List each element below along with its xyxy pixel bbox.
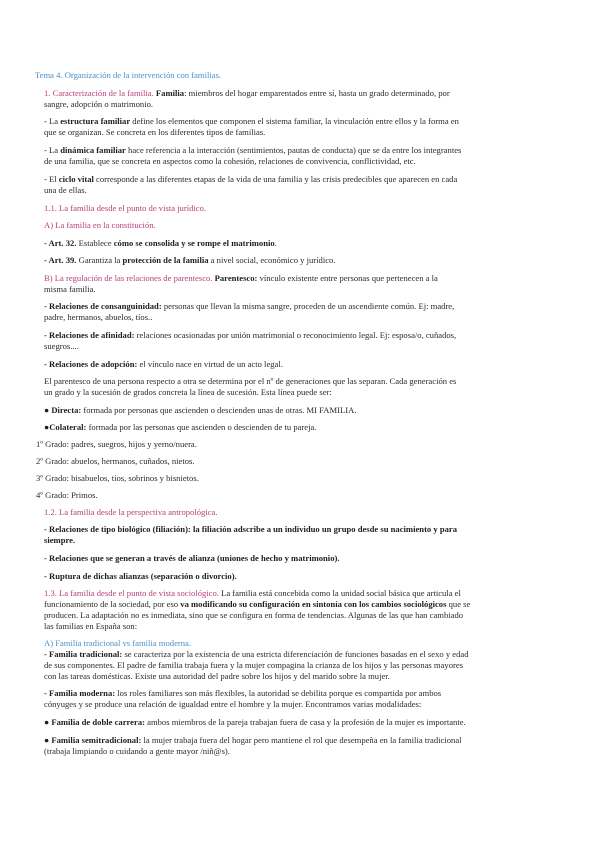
moderna-line-2: cónyuges y se produce una relación de igualdad entre el hombre y la mujer. Encontramos varias modalidades:	[44, 699, 422, 709]
art32-text: Establece	[76, 238, 114, 248]
art39-text: Garantiza la	[76, 255, 123, 265]
estructura-label: estructura familiar	[60, 116, 131, 126]
ciclo-label: ciclo vital	[58, 174, 94, 184]
semitradicional-line-2: (trabaja limpiando o cuidando a gente mayor /niñ@s).	[44, 746, 230, 756]
biologico-line-1	[44, 524, 457, 535]
art32-bold: cómo se consolida y se rompe el matrimonio	[113, 238, 275, 248]
sociologico-line-3: producen. La adaptación no es inmediata, sino que se configura en forma de tendencias. Algunas de las que han cambiado	[44, 610, 464, 620]
parentesco-line-1	[44, 273, 438, 284]
ciclo-text: corresponde a las diferentes etapas de la vida de una familia y las crisis predecibles que aparecen en cada	[93, 174, 458, 184]
art39-line	[44, 255, 336, 266]
estructura-line-1	[44, 116, 459, 127]
art39-label: - Art. 39.	[44, 255, 77, 265]
ruptura-text: - Ruptura de dichas alianzas (separación o divorcio).	[44, 571, 237, 581]
tradicional-label: - Familia tradicional:	[44, 649, 123, 659]
sociologico-line-2	[44, 599, 470, 610]
afinidad-text: relaciones ocasionadas por unión matrimonial o reconocimiento legal. Ej: esposa/o, cuñados,	[134, 330, 457, 340]
sociologico-line-4: las familias en España son:	[44, 621, 138, 631]
consanguinidad-text: personas que llevan la misma sangre, proceden de un ascendiente común. Ej: madre,	[161, 301, 455, 311]
semitradicional-label: ● Familia semitradicional:	[44, 735, 142, 745]
directa-label: ● Directa:	[44, 405, 82, 415]
semitradicional-line-1	[44, 735, 462, 746]
doble-carrera-text: ambos miembros de la pareja trabajan fuera de casa y la profesión de la mujer es importante.	[144, 717, 466, 727]
directa-text: formada por personas que ascienden o descienden unas de otras. MI FAMILIA.	[81, 405, 357, 415]
afinidad-line-2: suegros....	[44, 341, 79, 351]
dinamica-prefix: - La	[44, 145, 61, 155]
grado-1: 1º Grado: padres, suegros, hijos y yerno/nuera.	[36, 439, 197, 449]
ruptura-line	[44, 571, 237, 582]
subheading-tradicional-moderna: A) Familia tradicional vs familia moderna.	[44, 638, 192, 648]
grado-2: 2º Grado: abuelos, hermanos, cuñados, nietos.	[36, 456, 195, 466]
art32-line	[44, 238, 277, 249]
grado-line-2: un grado y la sucesión de grados concreta la línea de sucesión. Esta línea puede ser:	[44, 387, 332, 397]
dinamica-line-2: de una familia, que se concreta en aspectos como la cohesión, relaciones de convivencia, conflictividad, etc.	[44, 156, 416, 166]
sociologico-text-end: que se	[446, 599, 471, 609]
familia-label: Familia	[155, 88, 185, 98]
estructura-text: define los elementos que componen el sistema familiar, la vinculación entre ellos y la forma en	[130, 116, 459, 126]
art39-bold: protección de la familia	[122, 255, 209, 265]
grado-3: 3º Grado: bisabuelos, tíos, sobrinos y bisnietos.	[36, 473, 199, 483]
doble-carrera-label: ● Familia de doble carrera:	[44, 717, 145, 727]
section-1-2-heading: 1.2. La familia desde la perspectiva antropológica.	[44, 507, 218, 517]
semitradicional-text: la mujer trabaja fuera del hogar pero mantiene el rol que desempeña en la familia tradicional	[141, 735, 462, 745]
sociologico-line-1	[44, 588, 461, 599]
art32-end: .	[274, 238, 277, 248]
art32-label: - Art. 32.	[44, 238, 77, 248]
afinidad-label: - Relaciones de afinidad:	[44, 330, 135, 340]
afinidad-line-1	[44, 330, 456, 341]
subheading-parentesco: B) La regulación de las relaciones de parentesco.	[44, 273, 213, 283]
ciclo-line-1	[44, 174, 457, 185]
colateral-line	[44, 422, 316, 433]
alianza-line	[44, 553, 340, 564]
alianza-text: - Relaciones que se generan a través de alianza (uniones de hecho y matrimonio).	[44, 553, 340, 563]
section-1-1-heading: 1.1. La familia desde el punto de vista jurídico.	[44, 203, 207, 213]
dinamica-text: hace referencia a la interacción (sentimientos, pautas de conducta) que se da entre los integrantes	[125, 145, 462, 155]
biologico-label: - Relaciones de tipo biológico (filiación):	[44, 524, 191, 534]
tradicional-line-1	[44, 649, 469, 660]
estructura-line-2: que se organizan. Se concreta en los diferentes tipos de familias.	[44, 127, 266, 137]
biologico-text: la filiación adscribe a un individuo un grupo desde su nacimiento y para	[190, 524, 458, 534]
grado-line-1: El parentesco de una persona respecto a otra se determina por el nº de generaciones que las separan. Cada generación es	[44, 376, 457, 386]
dinamica-label: dinámica familiar	[60, 145, 126, 155]
art39-end: a nivel social, económico y jurídico.	[208, 255, 336, 265]
tradicional-line-2: de sus componentes. El padre de familia trabaja fuera y la mujer compagina la crianza de los hijos y las personas mayores	[44, 660, 464, 670]
tradicional-text: se caracteriza por la existencia de una estricta diferenciación de funciones basadas en el sexo y edad	[122, 649, 469, 659]
colateral-text: formada por las personas que ascienden o descienden de tu pareja.	[86, 422, 317, 432]
parentesco-text: vínculo existente entre personas que pertenecen a la	[257, 273, 438, 283]
colateral-label: ●Colateral:	[44, 422, 87, 432]
estructura-prefix: - La	[44, 116, 61, 126]
adopcion-line	[44, 359, 283, 370]
biologico-text-2: siempre.	[44, 535, 76, 545]
moderna-line-1	[44, 688, 441, 699]
adopcion-label: - Relaciones de adopción:	[44, 359, 138, 369]
directa-line	[44, 405, 357, 416]
adopcion-text: el vínculo nace en virtud de un acto legal.	[137, 359, 283, 369]
section-1-heading: 1. Caracterización de la familia.	[44, 88, 154, 98]
parentesco-label: Parentesco:	[212, 273, 258, 283]
ciclo-prefix: - El	[44, 174, 59, 184]
parentesco-line-2: misma familia.	[44, 284, 96, 294]
moderna-label: - Familia moderna:	[44, 688, 116, 698]
biologico-line-2	[44, 535, 75, 546]
moderna-text: los roles familiares son más flexibles, la autoridad se debilita porque es compartida por ambos	[115, 688, 442, 698]
tradicional-line-3: con las tareas domésticas. Existe una autoridad del padre sobre los hijos y del marido sobre la mujer.	[44, 671, 390, 681]
doc-title: Tema 4. Organización de la intervención con familias.	[35, 70, 222, 80]
sociologico-bold: va modificando su configuración en sintonía con los cambios sociológicos	[180, 599, 447, 609]
consanguinidad-label: - Relaciones de consanguinidad:	[44, 301, 162, 311]
ciclo-line-2: una de ellas.	[44, 185, 87, 195]
doble-carrera-line	[44, 717, 466, 728]
consanguinidad-line-1	[44, 301, 454, 312]
familia-def-line-2: sangre, adopción o matrimonio.	[44, 99, 154, 109]
subheading-constitucion: A) La familia en la constitución.	[44, 220, 156, 230]
familia-text: : miembros del hogar emparentados entre sí, hasta un grado determinado, por	[184, 88, 450, 98]
sociologico-text-pre: funcionamiento de la sociedad, por eso	[44, 599, 181, 609]
section-1-3-heading: 1.3. La familia desde el punto de vista sociológico.	[44, 588, 219, 598]
consanguinidad-line-2: padre, hermanos, abuelos, tíos..	[44, 312, 153, 322]
dinamica-line-1	[44, 145, 461, 156]
sociologico-text: La familia está concebida como la unidad social básica que articula el	[218, 588, 461, 598]
familia-def-line-1	[44, 88, 450, 99]
grado-4: 4º Grado: Primos.	[36, 490, 98, 500]
